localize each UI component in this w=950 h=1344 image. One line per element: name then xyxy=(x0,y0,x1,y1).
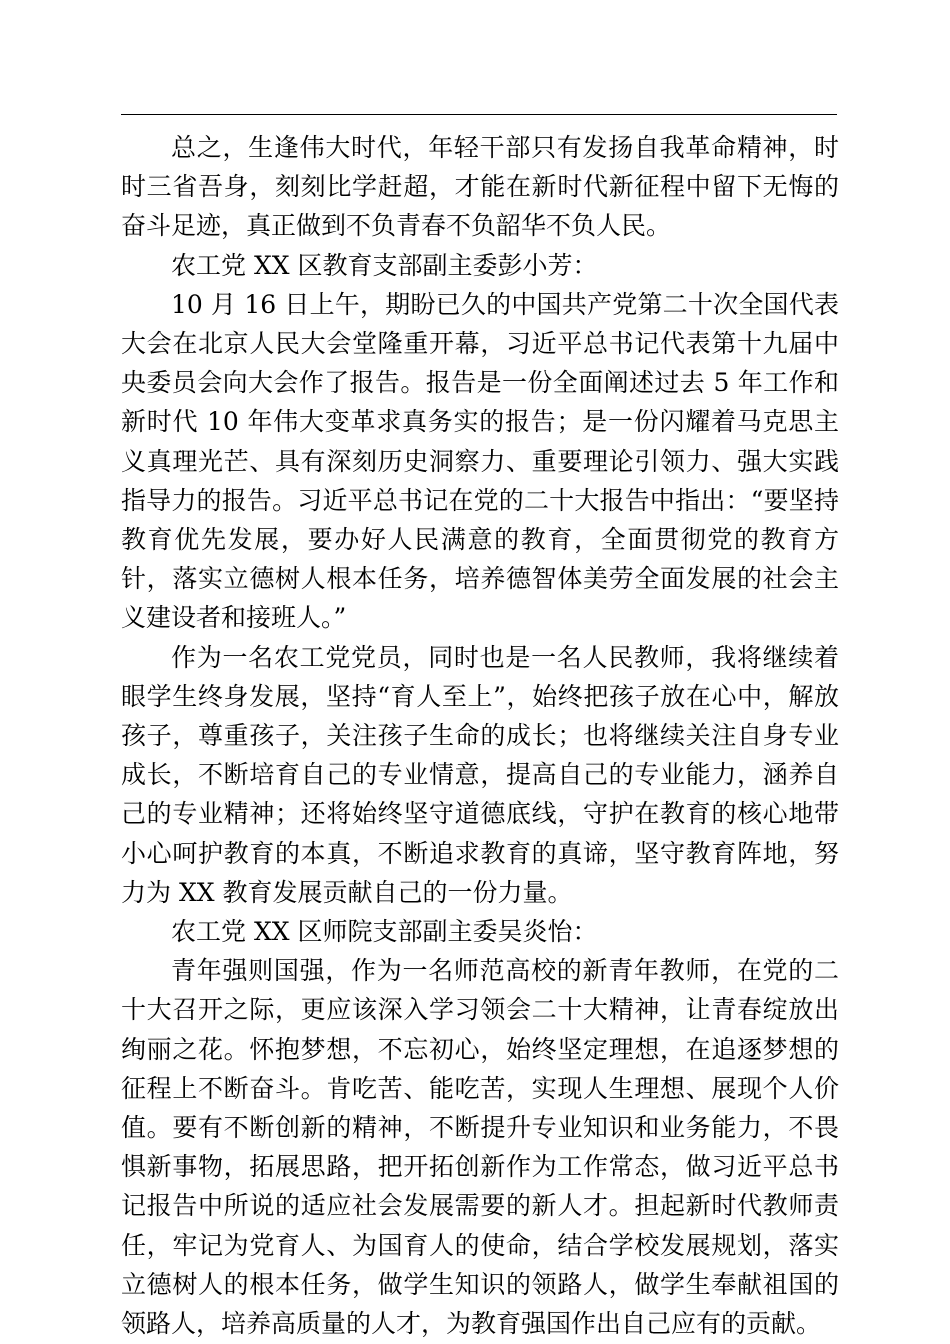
paragraph-conclusion: 总之，生逢伟大时代，年轻干部只有发扬自我革命精神，时时三省吾身，刻刻比学赶超，才能在新时代新征程中留下无悔的奋斗足迹，真正做到不负青春不负韶华不负人民。 xyxy=(121,133,839,241)
paragraph-report: 10 月 16 日上午，期盼已久的中国共产党第二十次全国代表大会在北京人民大会堂隆重开幕，习近平总书记代表第十九届中央委员会向大会作了报告。报告是一份全面阐述过去 5 年工作和新时代 10 年伟大变革求真务实的报告；是一份闪耀着马克思主义真理光芒、具有深刻历史洞察力、重要理论引领力、强大实践指导力的报告。习近平总书记在党的二十大报告中指出：“要坚持教育优先发展，要办好人民满意的教育，全面贯彻党的教育方针，落实立德树人根本任务，培养德智体美劳全面发展的社会主义建设者和接班人。” xyxy=(121,289,839,633)
header-rule xyxy=(121,114,837,115)
paragraph-youth: 青年强则国强，作为一名师范高校的新青年教师，在党的二十大召开之际，更应该深入学习领会二十大精神，让青春绽放出绚丽之花。怀抱梦想，不忘初心，始终坚定理想，在追逐梦想的征程上不断奋斗。肯吃苦、能吃苦，实现人生理想、展现个人价值。要有不断创新的精神，不断提升专业知识和业务能力，不畏惧新事物，拓展思路，把开拓创新作为工作常态，做习近平总书记报告中所说的适应社会发展需要的新人才。担起新时代教师责任，牢记为党育人、为国育人的使命，结合学校发展规划，落实立德树人的根本任务，做学生知识的领路人，做学生奉献祖国的领路人，培养高质量的人才，为教育强国作出自己应有的贡献。 xyxy=(121,956,839,1339)
speaker-heading-wu: 农工党 XX 区师院支部副主委吴炎怡： xyxy=(171,917,598,947)
paragraph-teacher-commitment: 作为一名农工党党员，同时也是一名人民教师，我将继续着眼学生终身发展，坚持“育人至上”，始终把孩子放在心中，解放孩子，尊重孩子，关注孩子生命的成长；也将继续关注自身专业成长，不断培育自己的专业情意，提高自己的专业能力，涵养自己的专业精神；还将始终坚守道德底线，守护在教育的核心地带小心呵护教育的本真，不断追求教育的真谛，坚守教育阵地，努力为 XX 教育发展贡献自己的一份力量。 xyxy=(121,642,839,907)
document-body xyxy=(121,128,839,1343)
speaker-heading-peng: 农工党 XX 区教育支部副主委彭小芳： xyxy=(171,250,598,280)
